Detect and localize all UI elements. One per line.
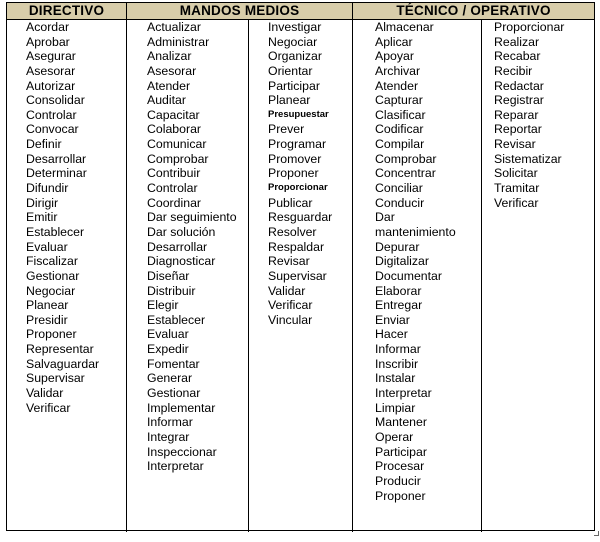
column-mandos-medios-2	[268, 20, 332, 327]
verb-item: Expedir	[147, 342, 189, 357]
verb-item: Emitir	[26, 210, 58, 225]
verb-item: Dar solución	[147, 224, 216, 239]
verb-item: Verificar	[26, 400, 71, 415]
verb-item: Interpretar	[147, 459, 204, 474]
column-divider	[248, 19, 249, 532]
verb-item: Vincular	[268, 312, 313, 327]
verb-item: Prever	[268, 122, 305, 137]
verb-item: Orientar	[268, 63, 313, 78]
verb-item: Desarrollar	[26, 151, 87, 166]
verb-item: Producir	[375, 473, 421, 488]
verb-item: Depurar	[375, 239, 420, 254]
verb-item: Atender	[147, 78, 191, 93]
column-divider	[126, 3, 127, 532]
verb-item: Codificar	[375, 122, 424, 137]
verb-item: Diseñar	[147, 268, 190, 283]
verb-item: Gestionar	[26, 268, 80, 283]
verb-item: Convocar	[26, 122, 79, 137]
verb-item: Realizar	[494, 34, 540, 49]
verb-item: Implementar	[147, 400, 216, 415]
verb-item: Verificar	[494, 195, 539, 210]
verb-item: Controlar	[26, 107, 77, 122]
verb-item: Enviar	[375, 312, 410, 327]
header-tecnico-operativo: TÉCNICO / OPERATIVO	[396, 3, 551, 18]
verb-item: Participar	[375, 444, 427, 459]
verb-item: Publicar	[268, 195, 313, 210]
column-divider	[352, 3, 353, 532]
verb-item: Salvaguardar	[26, 356, 100, 371]
verb-item: Recibir	[494, 63, 533, 78]
verb-item: Dar seguimiento	[147, 210, 237, 225]
verb-item: Compilar	[375, 137, 425, 152]
verb-item: Reparar	[494, 107, 539, 122]
verb-item: Redactar	[494, 78, 544, 93]
verb-item: Gestionar	[147, 386, 201, 401]
column-divider	[481, 19, 482, 532]
verb-item: Fiscalizar	[26, 254, 78, 269]
verb-item: Autorizar	[26, 78, 76, 93]
verb-item: Instalar	[375, 371, 416, 386]
verb-item: Proponer	[26, 327, 77, 342]
verb-item: Archivar	[375, 63, 421, 78]
column-directivo	[26, 20, 99, 415]
verb-item: Informar	[147, 415, 193, 430]
verb-item: Apoyar	[375, 49, 414, 64]
verb-item: Revisar	[268, 254, 310, 269]
verb-item: Solicitar	[494, 166, 538, 181]
verb-item: Planear	[268, 93, 311, 108]
verb-item: Capturar	[375, 93, 423, 108]
verb-item: Asegurar	[26, 49, 76, 64]
verb-item: Tramitar	[494, 181, 540, 196]
verb-item: Colaborar	[147, 122, 201, 137]
column-mandos-medios-1	[147, 20, 237, 474]
verb-item: Mantener	[375, 415, 427, 430]
verb-item: Almacenar	[375, 20, 434, 34]
verb-item: Inscribir	[375, 356, 419, 371]
verb-item: Conciliar	[375, 181, 423, 196]
verb-item: Analizar	[147, 49, 192, 64]
verb-item: Inspeccionar	[147, 444, 217, 459]
verb-item: Evaluar	[147, 327, 189, 342]
verb-item: Concentrar	[375, 166, 436, 181]
verb-item: Resguardar	[268, 210, 333, 225]
verb-item: Proponer	[375, 488, 426, 503]
verb-item: Negociar	[268, 34, 318, 49]
verb-item: Investigar	[268, 20, 322, 34]
verb-item: Fomentar	[147, 356, 200, 371]
verb-item: Comunicar	[147, 137, 207, 152]
verb-item: Definir	[26, 137, 62, 152]
verb-item: Atender	[375, 78, 419, 93]
verb-item: Supervisar	[26, 371, 85, 386]
verb-item: Presidir	[26, 312, 68, 327]
verb-item: Resolver	[268, 224, 317, 239]
verb-item: Proporcionar	[494, 20, 565, 34]
verb-item: Reportar	[494, 122, 542, 137]
verb-item: Clasificar	[375, 107, 426, 122]
verb-item: Auditar	[147, 93, 186, 108]
verb-item: Diagnosticar	[147, 254, 216, 269]
verb-item: Distribuir	[147, 283, 196, 298]
page-corner-mark	[594, 531, 599, 536]
verb-item: mantenimiento	[375, 224, 456, 239]
verb-item: Documentar	[375, 268, 442, 283]
verb-item: Establecer	[26, 224, 85, 239]
header-mandos-medios: MANDOS MEDIOS	[179, 3, 300, 18]
verb-item: Administrar	[147, 34, 210, 49]
verb-item: Establecer	[147, 312, 206, 327]
verb-item: Validar	[268, 283, 306, 298]
verb-item: Integrar	[147, 429, 190, 444]
verb-item: Elaborar	[375, 283, 422, 298]
verb-item: Controlar	[147, 181, 198, 196]
verb-item: Negociar	[26, 283, 76, 298]
verb-item: Respaldar	[268, 239, 325, 254]
verb-item: Interpretar	[375, 386, 432, 401]
verb-item: Aprobar	[26, 34, 70, 49]
verb-item: Operar	[375, 429, 414, 444]
verb-item: Contribuir	[147, 166, 201, 181]
verb-item: Generar	[147, 371, 193, 386]
verb-item: Participar	[268, 78, 320, 93]
verb-item: Acordar	[26, 20, 70, 34]
verb-item: Entregar	[375, 298, 423, 313]
verb-item: Proporcionar	[268, 182, 328, 194]
verb-item: Comprobar	[375, 151, 437, 166]
column-tecnico-2	[494, 20, 564, 210]
verb-item: Hacer	[375, 327, 408, 342]
verb-item: Presupuestar	[268, 108, 329, 120]
verb-item: Asesorar	[26, 63, 76, 78]
verb-item: Validar	[26, 386, 64, 401]
verb-item: Supervisar	[268, 268, 327, 283]
verb-item: Limpiar	[375, 400, 416, 415]
verb-item: Revisar	[494, 137, 536, 152]
verb-item: Actualizar	[147, 20, 201, 34]
verb-item: Proponer	[268, 166, 319, 181]
verb-item: Representar	[26, 342, 94, 357]
verb-item: Recabar	[494, 49, 541, 64]
verb-item: Digitalizar	[375, 254, 429, 269]
verb-item: Procesar	[375, 459, 425, 474]
verb-item: Programar	[268, 137, 327, 152]
verb-item: Asesorar	[147, 63, 197, 78]
verb-item: Comprobar	[147, 151, 209, 166]
verb-item: Registrar	[494, 93, 544, 108]
verb-item: Dar	[375, 210, 395, 225]
verb-item: Verificar	[268, 298, 313, 313]
verb-item: Sistematizar	[494, 151, 562, 166]
verb-item: Planear	[26, 298, 69, 313]
verb-item: Informar	[375, 342, 421, 357]
verb-item: Dirigir	[26, 195, 59, 210]
verb-item: Determinar	[26, 166, 87, 181]
verb-item: Coordinar	[147, 195, 201, 210]
verb-item: Conducir	[375, 195, 425, 210]
verb-item: Difundir	[26, 181, 69, 196]
verb-item: Consolidar	[26, 93, 85, 108]
verb-item: Promover	[268, 151, 322, 166]
header-directivo: DIRECTIVO	[28, 3, 105, 18]
verb-item: Evaluar	[26, 239, 68, 254]
verb-item: Aplicar	[375, 34, 413, 49]
verb-item: Elegir	[147, 298, 179, 313]
verb-item: Desarrollar	[147, 239, 208, 254]
verb-item: Organizar	[268, 49, 322, 64]
column-tecnico-1	[375, 20, 456, 503]
verb-item: Capacitar	[147, 107, 200, 122]
